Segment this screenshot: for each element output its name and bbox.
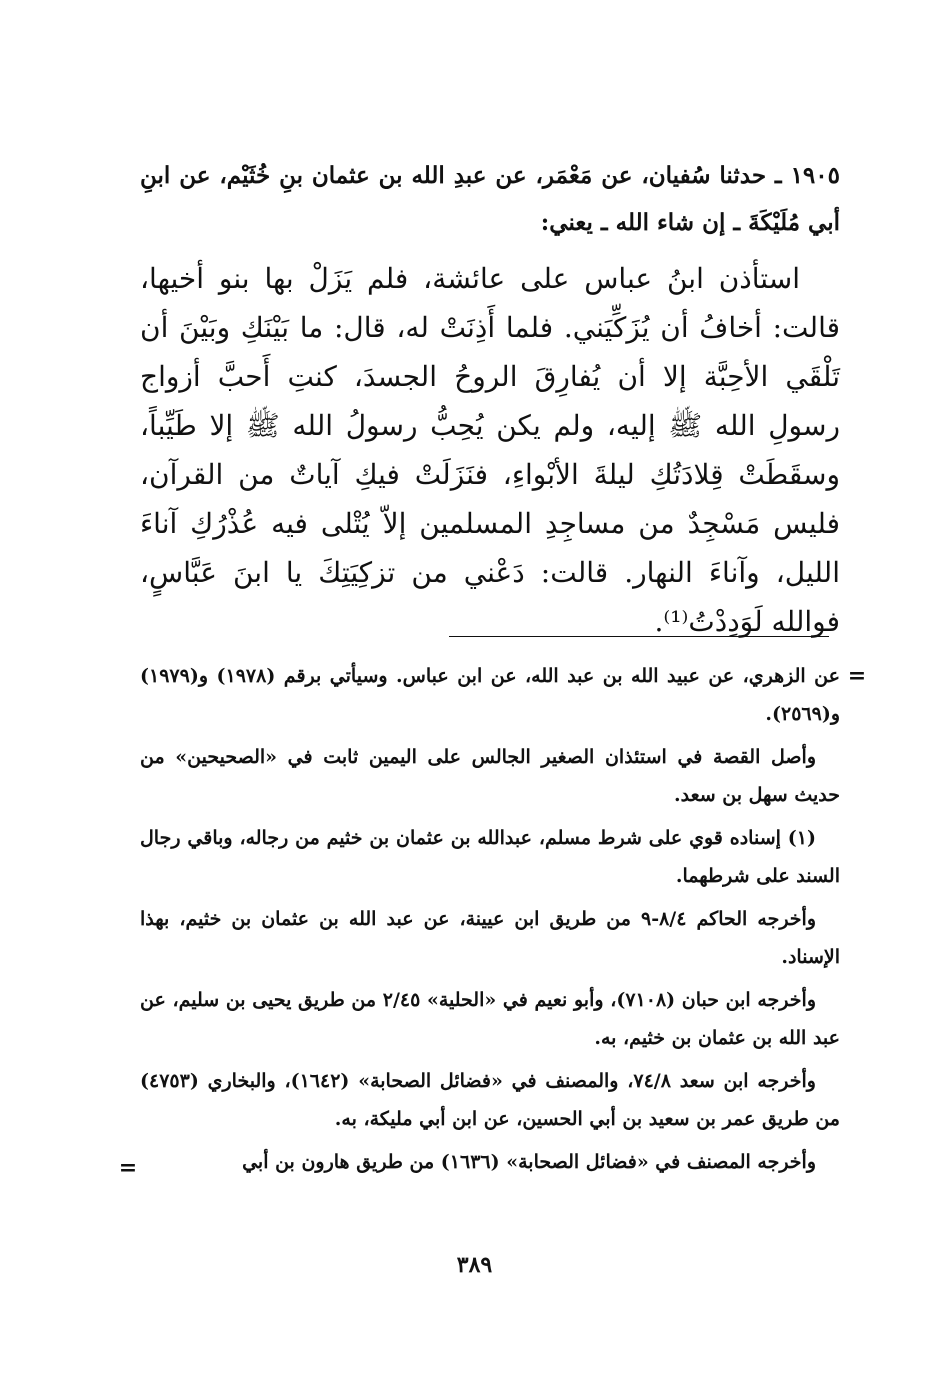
- footnote-continuation-mark-start: =: [847, 663, 867, 689]
- hadith-isnad: [140, 152, 840, 246]
- footnote-paragraph: (١) إسناده قوي على شرط مسلم، عبدالله بن عثمان بن خثيم من رجاله، وباقي رجال السند على شرطهما.: [140, 827, 840, 887]
- footnote-continuation-mark-end: =: [118, 1155, 138, 1181]
- footnote-paragraph: وأخرجه ابن سعد ٧٤/٨، والمصنف في «فضائل الصحابة» (١٦٤٢)، والبخاري (٤٧٥٣) من طريق عمر بن سعيد بن أبي الحسين، عن ابن أبي مليكة، به.: [140, 1070, 840, 1130]
- hadith-header-text: ١٩٠٥ ـ حدثنا سُفيان، عن مَعْمَر، عن عبدِ الله بن عثمان بنِ خُثَيْم، عن ابنِ أبي مُلَيْكَةَ ـ إن شاء الله ـ يعني:: [140, 162, 840, 236]
- footnote-divider: [449, 636, 829, 637]
- footnote-paragraph: عن الزهري، عن عبيد الله بن عبد الله، عن ابن عباس. وسيأتي برقم (١٩٧٨) و(١٩٧٩) و(٢٥٦٩).: [140, 665, 840, 725]
- hadith-body-text: استأذن ابنُ عباس على عائشة، فلم يَزَلْ بها بنو أخيها، قالت: أخافُ أن يُزَكِّيَني. فلما أَذِنَتْ له، قال: ما بَيْنَكِ وبَيْنَ أن تَلْقَي الأحِبَّة إلا أن يُفارِقَ الروحُ الجسدَ، كنتِ أَحبَّ أزواج رسولِ الله ﷺ إليه، ولم يكن يُحِبُّ رسولُ الله ﷺ إلا طَيِّباً، وسقَطَتْ قِلادَتُكِ ليلةَ الأبْواءِ، فنَزَلَتْ فيكِ آياتٌ من القرآن، فليس مَسْجِدٌ من مساجِدِ المسلمين إلاّ يُتْلى فيه عُذْرُكِ آناءَ الليل، وآناءَ النهار. قالت: دَعْني من تزكِيَتِكَ يا ابنَ عَبَّاسٍ، فوالله لَوَدِدْتُ⁽¹⁾.: [140, 262, 840, 638]
- footnote-paragraph: وأخرجه ابن حبان (٧١٠٨)، وأبو نعيم في «الحلية» ٢/٤٥ من طريق يحيى بن سليم، عن عبد الله بن عثمان بن خثيم، به.: [140, 989, 840, 1049]
- footnotes: [140, 657, 840, 1186]
- hadith-matn: [140, 254, 840, 646]
- footnote-paragraph: وأخرجه الحاكم ٨/٤-٩ من طريق ابن عيينة، عن عبد الله بن عثمان بن خثيم، بهذا الإسناد.: [140, 908, 840, 968]
- footnote-paragraph: وأصل القصة في استئذان الصغير الجالس على اليمين ثابت في «الصحيحين» من حديث سهل بن سعد.: [140, 746, 840, 806]
- page-number: ٣٨٩: [456, 1252, 493, 1278]
- footnote-paragraph: وأخرجه المصنف في «فضائل الصحابة» (١٦٣٦) من طريق هارون بن أبي: [242, 1151, 816, 1173]
